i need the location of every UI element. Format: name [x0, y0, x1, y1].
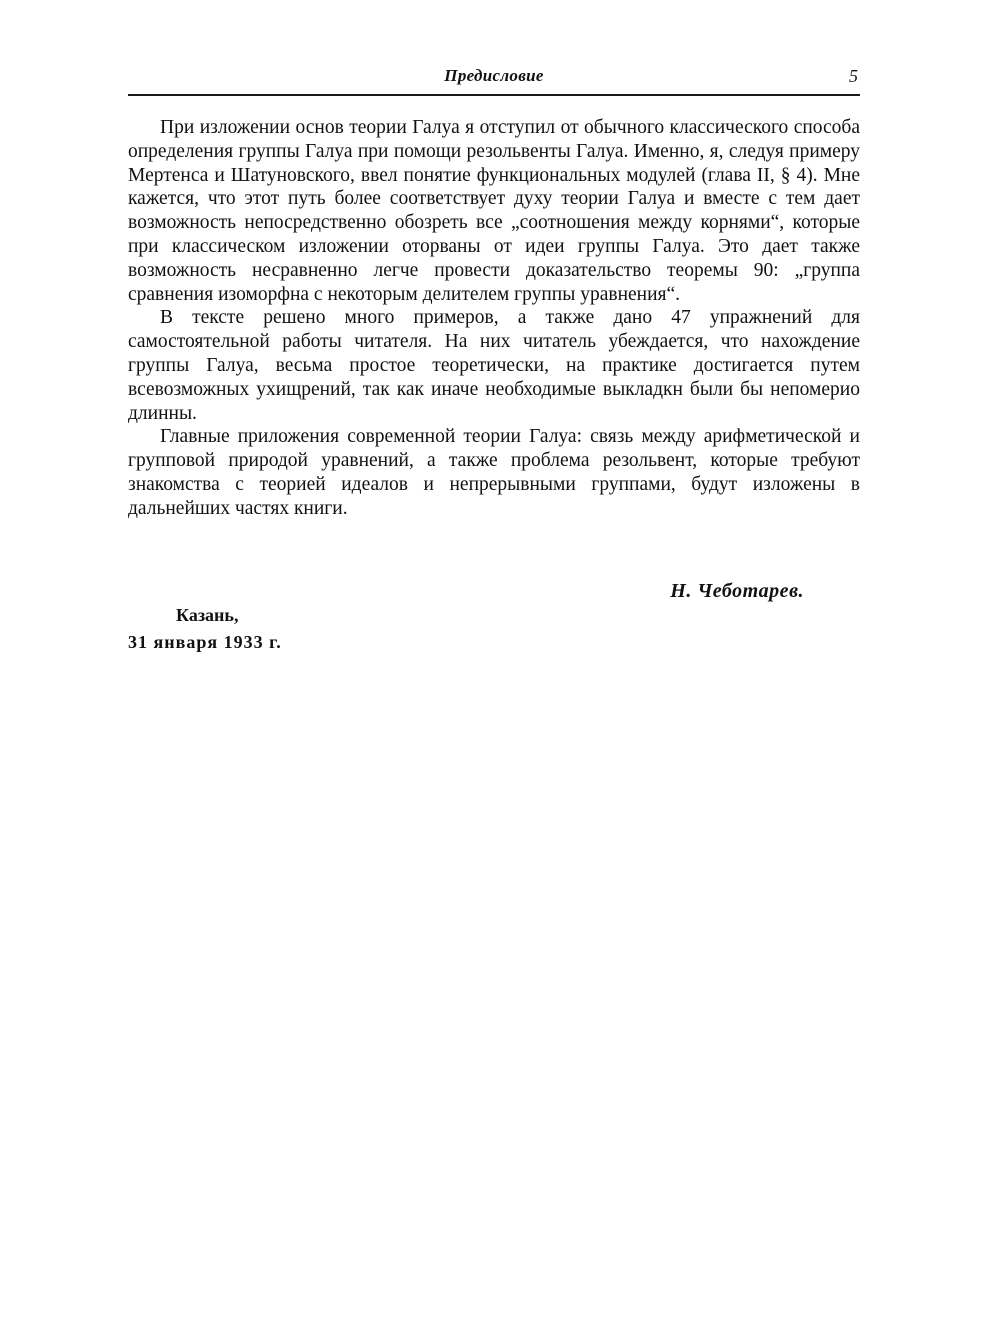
preface-body [128, 116, 860, 521]
place-of-writing: Казань, [176, 605, 239, 625]
paragraph-1: При изложении основ теории Галуа я отступил от обычного классического способа определения группы Галуа при помощи резольвенты Галуа. Именно, я, следуя примеру Мертенса и Шатуновского, ввел понятие функциональных модулей (глава II, § 4). Мне кажется, что этот путь более соответствует духу теории Галуа и вместе с тем дает возможность непосредственно обозреть все „соотношения между корнями“, которые при классическом изложении оторваны от идеи группы Галуа. Это дает также возможность несравненно легче провести доказательство теоремы 90: „группа сравнения изоморфна с некоторым делителем группы уравнения“. [128, 117, 860, 305]
running-header [128, 60, 860, 96]
page-number: 5 [849, 66, 858, 86]
paragraph-2: В тексте решено много примеров, а также дано 47 упражнений для самостоятельной работы читателя. На них читатель убеждается, что нахождение группы Галуа, весьма простое теоретически, на практике достигается путем всевозможных ухищрений, так как иначе необходимые выкладкн были бы непомерио длинны. [128, 307, 860, 424]
page-title: Предисловие [444, 66, 544, 85]
author-signature: Н. Чеботарев. [670, 580, 804, 602]
date-of-writing: 31 января 1933 г. [128, 632, 282, 652]
paragraph-3: Главные приложения современной теории Галуа: связь между арифметической и групповой природой уравнений, а также проблема резольвент, которые требуют знакомства с теорией идеалов и непрерывными группами, будут изложены в дальнейших частях книги. [128, 426, 860, 519]
